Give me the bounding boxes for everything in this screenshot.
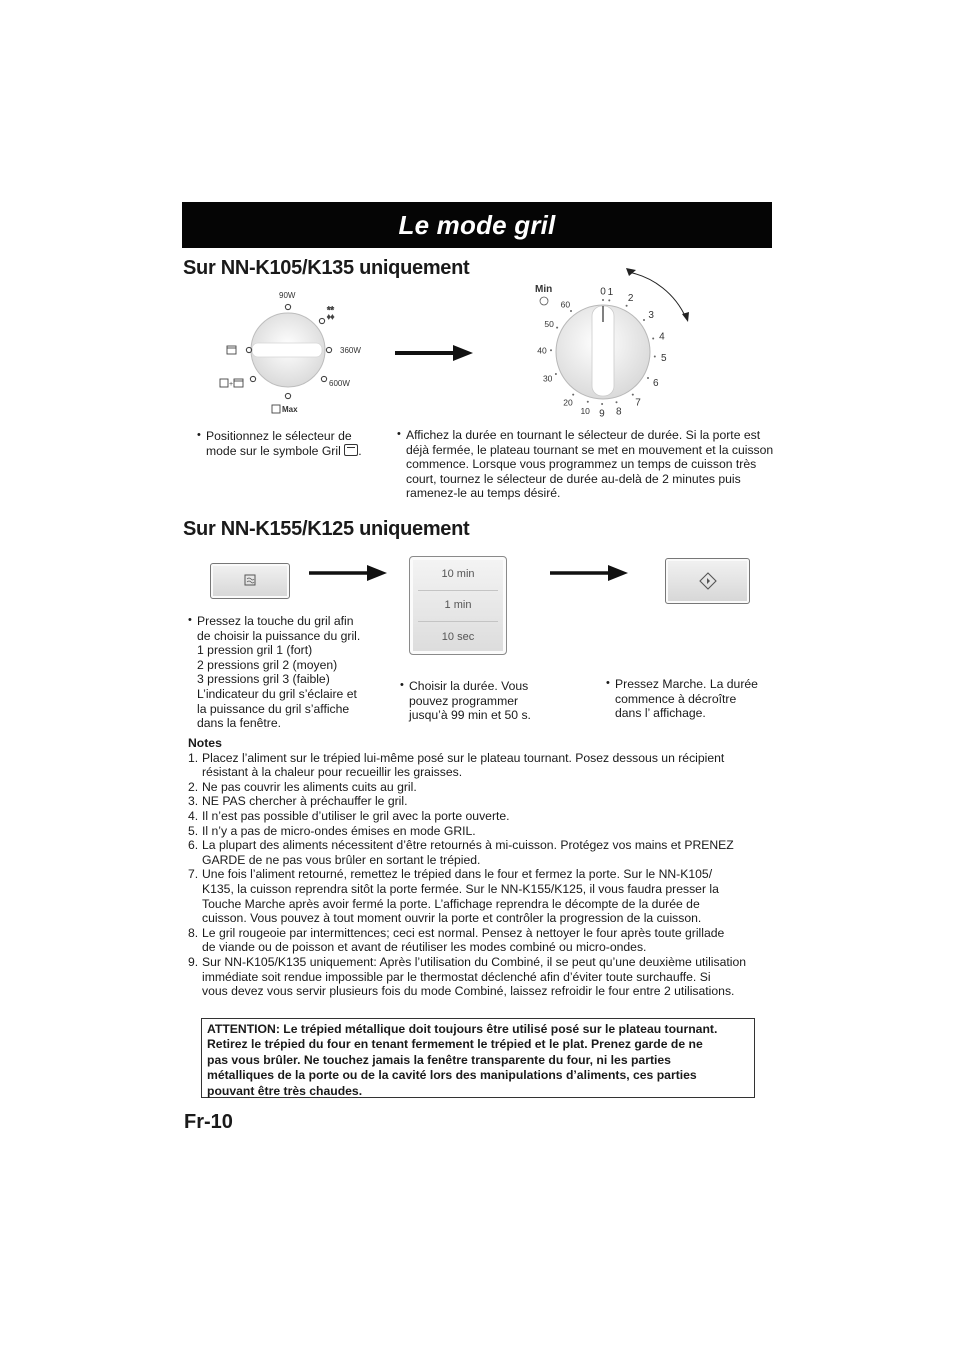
grill-key-icon xyxy=(211,564,289,598)
timer-tick-dot xyxy=(643,319,645,321)
note-line: Touche Marche après avoir fermé la porte. L’affichage reprendra le décompte de la durée de xyxy=(202,896,700,911)
notes-heading: Notes xyxy=(188,736,222,750)
dial-dot xyxy=(250,376,255,381)
section2-step2: • Choisir la durée. Vous pouvez programmer jusqu’à 99 min et 50 s. xyxy=(400,679,531,723)
grill-symbol-icon xyxy=(344,444,358,456)
timer-tick-dot xyxy=(550,349,552,351)
note-number: 4. xyxy=(188,808,199,823)
timer-tick-dot xyxy=(601,403,603,405)
note-item xyxy=(188,751,788,780)
section1-step1: • Positionnez le sélecteur de mode sur le symbole Gril . xyxy=(206,429,386,458)
note-number: 2. xyxy=(188,779,199,794)
label-600w: 600W xyxy=(329,379,350,388)
time-button-10min[interactable]: 10 min xyxy=(441,568,475,580)
combi-icon xyxy=(220,379,243,388)
section2-heading: Sur NN-K155/K125 uniquement xyxy=(183,518,470,540)
section1-heading: Sur NN-K105/K135 uniquement xyxy=(183,257,470,279)
note-line: Ne pas couvrir les aliments cuits au gril. xyxy=(202,779,417,794)
timer-tick-dot xyxy=(570,310,572,312)
timer-tick-dot xyxy=(626,305,628,307)
note-number: 8. xyxy=(188,925,199,940)
note-line: Sur NN-K105/K135 uniquement: Après l’utilisation du Combiné, il se peut qu’une deuxième utilisation xyxy=(202,954,747,969)
timer-tick-dot xyxy=(632,394,634,396)
arrow-icon xyxy=(550,564,628,582)
timer-tick-dot xyxy=(654,356,656,358)
timer-tick-label: 1 xyxy=(607,287,614,298)
timer-tick-dot xyxy=(616,401,618,403)
time-button-1min[interactable]: 1 min xyxy=(444,599,472,611)
note-line: GARDE de ne pas vous brûler en sortant le trépied. xyxy=(202,852,481,867)
divider xyxy=(418,621,498,622)
microwave-icon xyxy=(272,405,280,413)
time-buttons-panel xyxy=(409,556,507,655)
note-line: vous devez vous servir plusieurs fois du mode Combiné, laissez refroidir le four entre 2 utilisations. xyxy=(202,984,735,999)
grill-key-button[interactable] xyxy=(210,563,290,599)
note-item xyxy=(188,809,788,824)
section2-step3: • Pressez Marche. La durée commence à décroître dans l’ affichage. xyxy=(606,677,758,721)
timer-min-label: Min xyxy=(535,284,553,295)
start-button[interactable] xyxy=(665,558,750,604)
timer-tick-dot xyxy=(647,377,649,379)
step-line: mode sur le symbole Gril . xyxy=(206,443,362,458)
note-line: Le gril rougeoie par intermittences; ceci est normal. Pensez à nettoyer le four après toute grillade xyxy=(202,925,725,940)
timer-tick-label: 30 xyxy=(542,373,553,384)
note-item xyxy=(188,824,788,839)
timer-tick-label: 40 xyxy=(537,345,547,356)
dial-dot xyxy=(326,347,331,352)
timer-tick-label: 50 xyxy=(544,318,554,329)
note-line: Une fois l’aliment retourné, remettez le trépied dans le four et fermez la porte. Sur le NN-K105/ xyxy=(202,867,713,882)
timer-tick-label: 3 xyxy=(648,309,654,321)
defrost-icon xyxy=(327,305,335,321)
note-item xyxy=(188,867,788,925)
timer-tick-label: 8 xyxy=(616,406,622,418)
timer-tick-label: 9 xyxy=(599,408,605,420)
note-number: 9. xyxy=(188,954,199,969)
timer-tick-dot xyxy=(556,327,558,329)
timer-tick-label: 60 xyxy=(560,299,571,310)
clock-icon xyxy=(540,297,548,305)
notes-section xyxy=(188,736,788,999)
time-button-10sec[interactable]: 10 sec xyxy=(441,631,475,643)
arrow-icon xyxy=(395,344,473,362)
page-number: Fr-10 xyxy=(184,1111,233,1133)
title-banner xyxy=(182,202,772,248)
note-line: La plupart des aliments nécessitent d’être retournés à mi-cuisson. Protégez vos mains et PRENEZ xyxy=(202,838,734,853)
note-line: K135, la cuisson reprendra sitôt la porte fermée. Sur le NN-K155/K125, il vous faudra presser la xyxy=(202,881,719,896)
section1-step2: • Affichez la durée en tournant le sélecteur de durée. Si la porte est déjà fermée, le plateau tournant se met en mouvement et la cuisson commence. Lorsque vous programmez un temps de cuisson très court, tournez le sélecteur de durée au-delà de 2 minutes puis ramenez-le au temps désiré. xyxy=(397,428,774,501)
svg-text:+: + xyxy=(229,381,234,388)
label-360w: 360W xyxy=(340,346,361,355)
note-number: 1. xyxy=(188,750,199,765)
timer-tick-label: 2 xyxy=(627,293,634,305)
note-line: Il n’y a pas de micro-ondes émises en mode GRIL. xyxy=(202,823,476,838)
timer-tick-dot xyxy=(608,299,610,301)
note-item xyxy=(188,955,788,999)
mode-selector-dial[interactable] xyxy=(210,285,370,417)
note-line: immédiate soit rendue impossible par le thermostat déclenché afin d’éviter toute surchauffe. Si xyxy=(202,969,711,984)
divider xyxy=(418,590,498,591)
timer-tick-label: 0 xyxy=(600,286,606,298)
timer-tick-dot xyxy=(572,394,574,396)
note-line: Placez l’aliment sur le trépied lui-même posé sur le plateau tournant. Posez dessous un récipient xyxy=(202,750,725,765)
note-line: de viande ou de poisson et avant de réutiliser les modes combiné ou micro-ondes. xyxy=(202,940,647,955)
note-item xyxy=(188,794,788,809)
timer-tick-label: 10 xyxy=(580,405,590,416)
note-item xyxy=(188,780,788,795)
dial-dot xyxy=(285,304,290,309)
timer-tick-label: 4 xyxy=(659,331,665,343)
page-title: Le mode gril xyxy=(398,209,556,240)
label-max: Max xyxy=(282,405,298,414)
timer-tick-dot xyxy=(652,338,654,340)
rotation-arrow-icon xyxy=(628,272,686,318)
note-item xyxy=(188,926,788,955)
note-line: cuisson. Vous pouvez à tout moment ouvrir la porte et contrôler la progression de la cuisson. xyxy=(202,911,702,926)
note-number: 5. xyxy=(188,823,199,838)
note-line: résistant à la chaleur pour recueillir les graisses. xyxy=(202,765,463,780)
timer-tick-label: 7 xyxy=(635,397,641,409)
svg-text:**: ** xyxy=(327,305,335,315)
grill-icon xyxy=(227,346,236,354)
start-icon xyxy=(666,559,749,603)
timer-tick-dot xyxy=(602,299,604,301)
arrow-icon xyxy=(309,564,387,582)
timer-dial[interactable] xyxy=(528,262,698,422)
note-number: 6. xyxy=(188,838,199,853)
svg-text:♦♦: ♦♦ xyxy=(327,314,335,321)
section2-step1: • Pressez la touche du gril afin de choisir la puissance du gril. 1 pression gril 1 (fort) 2 pressions gril 2 (moyen) 3 pressions gril 3 (faible) L’indicateur du gril s’éclaire et la puissance du gril s’affiche dans la fenêtre. xyxy=(188,614,361,731)
note-number: 3. xyxy=(188,794,199,809)
note-item xyxy=(188,838,788,867)
note-number: 7. xyxy=(188,867,199,882)
notes-list xyxy=(188,751,788,999)
note-line: Il n’est pas possible d’utiliser le gril avec la porte ouverte. xyxy=(202,808,510,823)
dial-dot xyxy=(285,393,290,398)
note-line: NE PAS chercher à préchauffer le gril. xyxy=(202,794,408,809)
timer-tick-label: 20 xyxy=(563,397,573,408)
dial-dot xyxy=(319,318,324,323)
timer-tick-label: 5 xyxy=(661,352,667,364)
timer-tick-dot xyxy=(555,373,557,375)
timer-tick-label: 6 xyxy=(653,378,659,389)
step-line: Positionnez le sélecteur de xyxy=(206,429,352,443)
timer-tick-dot xyxy=(587,401,589,403)
dial-dot xyxy=(321,376,326,381)
label-90w: 90W xyxy=(279,291,296,300)
attention-box: ATTENTION: Le trépied métallique doit toujours être utilisé posé sur le plateau tournant. Retirez le trépied du four en tenant fermement le trépied et le plat. Prenez garde de ne pas vous brûler. Ne touchez jamais la fenêtre transparente du four, ni les parties métalliques de la porte ou de la cavité lors des manipulations d’aliments, ces parties pouvant être très chaudes. xyxy=(201,1018,755,1098)
